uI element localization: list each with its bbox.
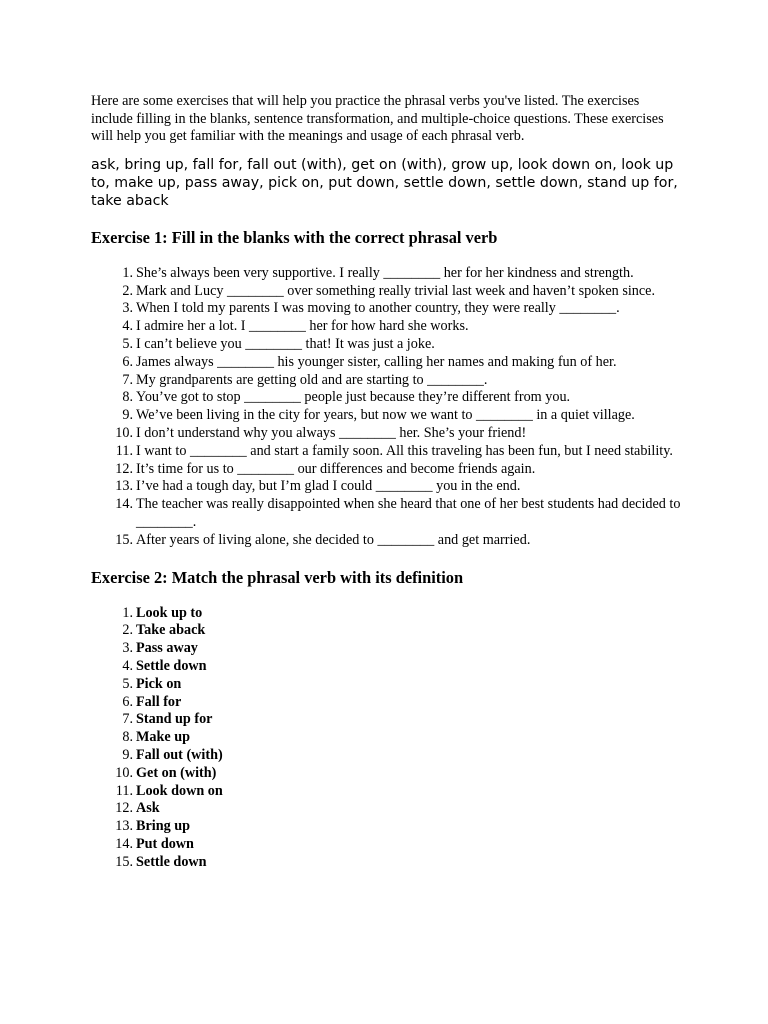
list-item-text: After years of living alone, she decided to ________ and get married. — [136, 531, 531, 548]
exercise-1-item — [91, 283, 683, 301]
exercise-2-heading: Exercise 2: Match the phrasal verb with its definition — [91, 567, 464, 587]
list-item-text: Settle down — [136, 853, 207, 870]
list-item-number: 6. — [122, 693, 133, 710]
list-item-text: We’ve been living in the city for years, but now we want to ________ in a quiet village. — [136, 407, 635, 424]
exercise-1-item — [91, 389, 683, 407]
list-item-number: 15. — [115, 853, 133, 870]
exercise-2-item — [91, 694, 683, 712]
list-item-number: 8. — [122, 729, 133, 746]
list-item-text: Pass away — [136, 640, 198, 657]
exercise-2-item — [91, 605, 683, 623]
list-item-number: 9. — [122, 407, 133, 424]
list-item-number: 4. — [122, 318, 133, 335]
exercise-2-item — [91, 622, 683, 640]
document-page — [91, 93, 683, 871]
exercise-2-item — [91, 747, 683, 765]
list-item-text: She’s always been very supportive. I really ________ her for her kindness and strength. — [136, 264, 634, 281]
list-item-number: 6. — [122, 353, 133, 370]
list-item-number: 10. — [115, 764, 133, 781]
exercise-2-list — [91, 605, 683, 872]
list-item-text: Look down on — [136, 782, 223, 799]
list-item-text: It’s time for us to ________ our differences and become friends again. — [136, 460, 536, 477]
exercise-2-item — [91, 676, 683, 694]
exercise-2-item — [91, 765, 683, 783]
list-item-text: I can’t believe you ________ that! It was just a joke. — [136, 335, 435, 352]
list-item-text: Look up to — [136, 604, 203, 621]
exercise-1-item — [91, 425, 683, 443]
intro-paragraph: Here are some exercises that will help you practice the phrasal verbs you've listed. The exercises include filling in the blanks, sentence transformation, and multiple-choice questions. These exercises will help you get familiar with the meanings and usage of each phrasal verb. — [91, 93, 664, 145]
list-item-text: I don’t understand why you always ________ her. She’s your friend! — [136, 424, 527, 441]
list-item-number: 5. — [122, 335, 133, 352]
exercise-2-item — [91, 711, 683, 729]
list-item-text: Pick on — [136, 675, 182, 692]
list-item-text: The teacher was really disappointed when she heard that one of her best students had decided to ________. — [136, 496, 681, 530]
list-item-number: 3. — [122, 300, 133, 317]
exercise-1-item — [91, 407, 683, 425]
exercise-1-item — [91, 318, 683, 336]
list-item-number: 7. — [122, 711, 133, 728]
exercise-1-heading: Exercise 1: Fill in the blanks with the correct phrasal verb — [91, 227, 498, 247]
list-item-number: 9. — [122, 746, 133, 763]
exercise-1-item — [91, 372, 683, 390]
list-item-text: Get on (with) — [136, 764, 217, 781]
list-item-number: 8. — [122, 389, 133, 406]
list-item-number: 5. — [122, 675, 133, 692]
list-item-text: I want to ________ and start a family soon. All this traveling has been fun, but I need stability. — [136, 442, 673, 459]
list-item-text: Make up — [136, 729, 190, 746]
list-item-number: 14. — [115, 835, 133, 852]
exercise-1-item — [91, 354, 683, 372]
list-item-text: Stand up for — [136, 711, 213, 728]
exercise-2-item — [91, 800, 683, 818]
exercise-1-item — [91, 461, 683, 479]
list-item-text: Bring up — [136, 818, 191, 835]
list-item-number: 11. — [115, 782, 133, 799]
exercise-2-item — [91, 854, 683, 872]
list-item-number: 13. — [115, 818, 133, 835]
exercise-2-item — [91, 818, 683, 836]
exercise-1-item — [91, 336, 683, 354]
list-item-number: 10. — [115, 424, 133, 441]
exercise-1-item — [91, 300, 683, 318]
list-item-text: Put down — [136, 835, 194, 852]
list-item-number: 2. — [122, 622, 133, 639]
list-item-number: 1. — [122, 264, 133, 281]
list-item-text: You’ve got to stop ________ people just because they’re different from you. — [136, 389, 571, 406]
list-item-number: 12. — [115, 800, 133, 817]
list-item-text: James always ________ his younger sister, calling her names and making fun of her. — [136, 353, 617, 370]
list-item-text: Ask — [136, 800, 160, 817]
list-item-number: 7. — [122, 371, 133, 388]
list-item-text: I admire her a lot. I ________ her for how hard she works. — [136, 318, 469, 335]
list-item-text: Take aback — [136, 622, 206, 639]
list-item-number: 13. — [115, 478, 133, 495]
exercise-2-item — [91, 836, 683, 854]
exercise-1-item — [91, 478, 683, 496]
list-item-text: When I told my parents I was moving to another country, they were really ________. — [136, 300, 620, 317]
list-item-number: 4. — [122, 657, 133, 674]
list-item-text: My grandparents are getting old and are starting to ________. — [136, 371, 488, 388]
exercise-2-item — [91, 658, 683, 676]
list-item-text: Settle down — [136, 657, 207, 674]
list-item-text: Fall for — [136, 693, 182, 710]
list-item-number: 14. — [115, 496, 133, 513]
exercise-2-item — [91, 783, 683, 801]
exercise-2-item — [91, 729, 683, 747]
list-item-text: Fall out (with) — [136, 746, 223, 763]
list-item-number: 12. — [115, 460, 133, 477]
list-item-text: I’ve had a tough day, but I’m glad I could ________ you in the end. — [136, 478, 521, 495]
list-item-text: Mark and Lucy ________ over something really trivial last week and haven’t spoken since. — [136, 282, 656, 299]
list-item-number: 11. — [115, 442, 133, 459]
list-item-number: 2. — [122, 282, 133, 299]
exercise-1-item — [91, 265, 683, 283]
exercise-1-list — [91, 265, 683, 550]
exercise-1-item — [91, 532, 683, 550]
exercise-2-item — [91, 640, 683, 658]
exercise-1-item — [91, 443, 683, 461]
list-item-number: 3. — [122, 640, 133, 657]
list-item-number: 1. — [122, 604, 133, 621]
list-item-number: 15. — [115, 531, 133, 548]
exercise-1-item — [91, 496, 683, 532]
phrasal-verb-list: ask, bring up, fall for, fall out (with), get on (with), grow up, look down on, look up to, make up, pass away, pick on, put down, settle down, settle down, stand up for, take aback — [91, 156, 678, 209]
